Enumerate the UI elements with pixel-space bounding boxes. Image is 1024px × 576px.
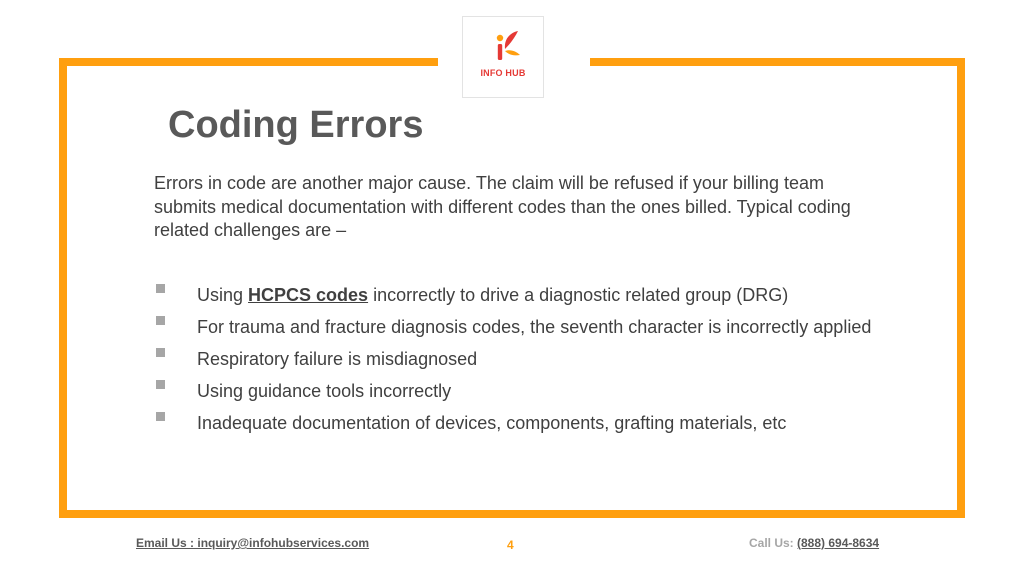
logo-text: INFO HUB bbox=[480, 68, 526, 78]
bullet-item bbox=[154, 316, 874, 340]
bullet-text: Respiratory failure is misdiagnosed bbox=[197, 349, 478, 369]
square-bullet-icon bbox=[156, 284, 165, 293]
phone-link[interactable]: (888) 694-8634 bbox=[797, 536, 880, 550]
square-bullet-icon bbox=[156, 348, 165, 357]
bullet-text-suffix: incorrectly to drive a diagnostic related group (DRG) bbox=[368, 285, 789, 305]
call-label: Call Us: bbox=[749, 536, 798, 550]
hcpcs-codes-link[interactable]: HCPCS codes bbox=[248, 285, 369, 305]
bullet-item bbox=[154, 412, 874, 436]
bullet-text-prefix: Using bbox=[197, 285, 249, 305]
bullet-item bbox=[154, 284, 874, 308]
bullet-item bbox=[154, 348, 874, 372]
info-hub-logo-icon bbox=[491, 29, 521, 65]
bullet-text: For trauma and fracture diagnosis codes, the seventh character is incorrectly applied bbox=[197, 317, 872, 337]
bullet-list bbox=[154, 284, 874, 444]
bullet-item bbox=[154, 380, 874, 404]
footer-email-link[interactable]: Email Us : inquiry@infohubservices.com bbox=[136, 536, 370, 550]
square-bullet-icon bbox=[156, 316, 165, 325]
slide-title: Coding Errors bbox=[168, 104, 424, 146]
bullet-text: Using guidance tools incorrectly bbox=[197, 381, 452, 401]
intro-paragraph: Errors in code are another major cause. The claim will be refused if your billing team submits medical documentation with different codes than the ones billed. Typical coding related challenges are – bbox=[154, 173, 851, 240]
square-bullet-icon bbox=[156, 412, 165, 421]
square-bullet-icon bbox=[156, 380, 165, 389]
logo bbox=[462, 16, 544, 98]
page-number: 4 bbox=[507, 538, 514, 552]
footer-call bbox=[749, 536, 879, 550]
bullet-text: Inadequate documentation of devices, components, grafting materials, etc bbox=[197, 413, 787, 433]
